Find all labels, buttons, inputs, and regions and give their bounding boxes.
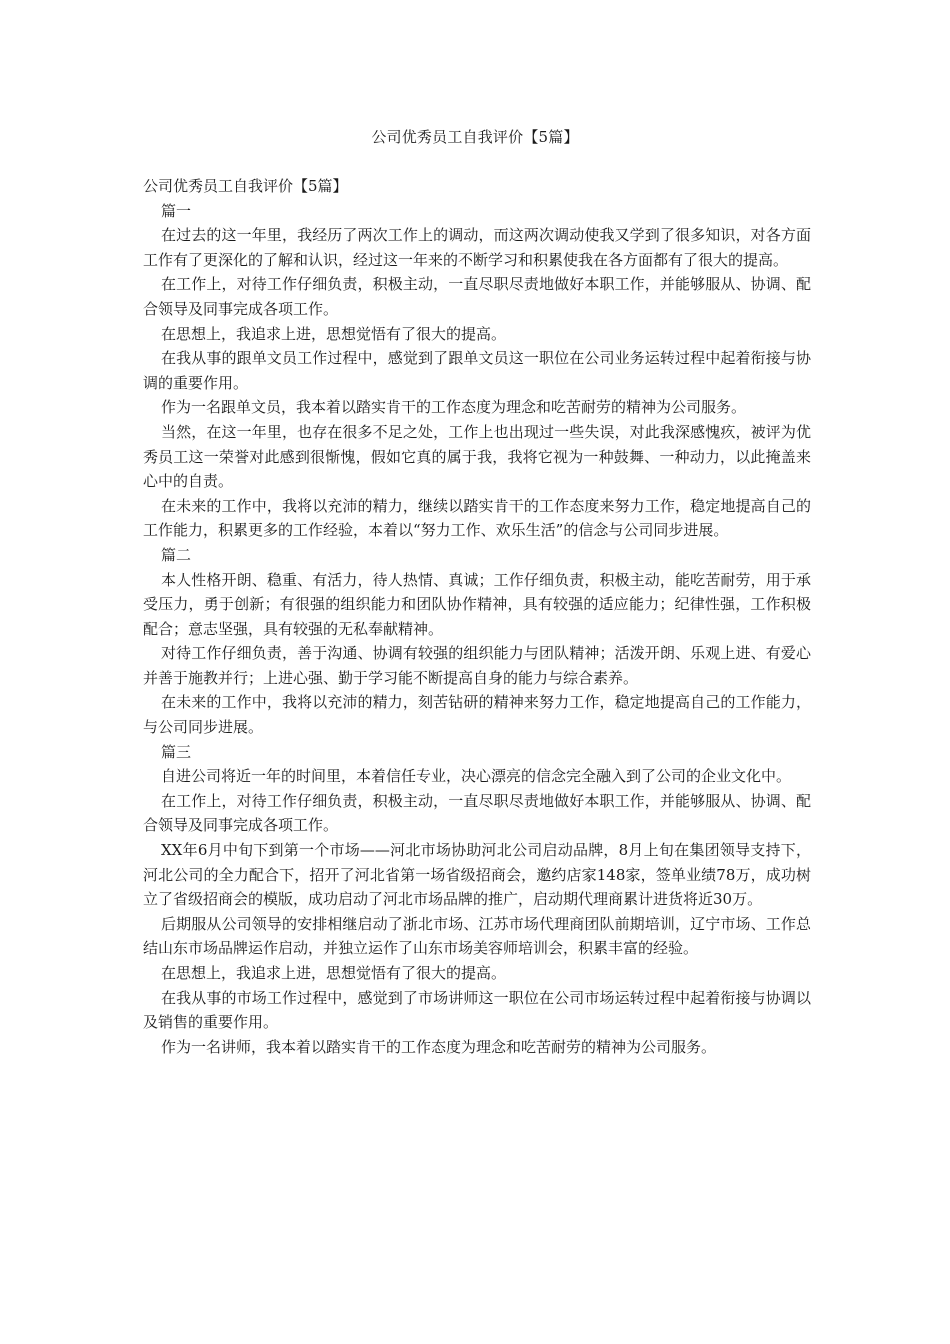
section-heading: 篇一 <box>161 201 192 220</box>
paragraph: 本人性格开朗、稳重、有活力，待人热情、真诚；工作仔细负责，积极主动，能吃苦耐劳，用于承受压力，勇于创新；有很强的组织能力和团队协作精神，具有较强的适应能力；纪律性强，工作积极配合；意志坚强，具有较强的无私奉献精神。 <box>143 570 811 638</box>
paragraph: 后期服从公司领导的安排相继启动了浙北市场、江苏市场代理商团队前期培训，辽宁市场、工作总结山东市场品牌运作启动，并独立运作了山东市场美容师培训会，积累丰富的经验。 <box>143 914 811 958</box>
paragraph: 当然，在这一年里，也存在很多不足之处，工作上也出现过一些失误，对此我深感愧疚，被评为优秀员工这一荣誉对此感到很惭愧，假如它真的属于我，我将它视为一种鼓舞、一种动力，以此掩盖来心中的自责。 <box>143 422 811 491</box>
paragraph: 作为一名跟单文员，我本着以踏实肯干的工作态度为理念和吃苦耐劳的精神为公司服务。 <box>161 398 747 417</box>
document-body <box>143 174 811 1059</box>
paragraph: 在我从事的市场工作过程中，感觉到了市场讲师这一职位在公司市场运转过程中起着衔接与协调以及销售的重要作用。 <box>143 988 811 1032</box>
section-heading: 篇三 <box>161 742 192 761</box>
paragraph: 自进公司将近一年的时间里，本着信任专业，决心漂亮的信念完全融入到了公司的企业文化中。 <box>161 767 792 786</box>
section-heading: 篇二 <box>161 545 192 564</box>
paragraph: XX年6月中旬下到第一个市场——河北市场协助河北公司启动品牌，8月上旬在集团领导支持下，河北公司的全力配合下，招开了河北省第一场省级招商会，邀约店家148家，签单业绩78万，成功树立了省级招商会的模版，成功启动了河北市场品牌的推广，启动期代理商累计进货将近30万。 <box>143 841 811 909</box>
paragraph: 在过去的这一年里，我经历了两次工作上的调动，而这两次调动使我又学到了很多知识，对各方面工作有了更深化的了解和认识，经过这一年来的不断学习和积累使我在各方面都有了很大的提高。 <box>143 226 811 269</box>
paragraph: 在未来的工作中，我将以充沛的精力，继续以踏实肯干的工作态度来努力工作，稳定地提高自己的工作能力，积累更多的工作经验，本着以“努力工作、欢乐生活”的信念与公司同步进展。 <box>143 496 811 540</box>
paragraph: 在思想上，我追求上进，思想觉悟有了很大的提高。 <box>161 324 507 343</box>
paragraph: 作为一名讲师，我本着以踏实肯干的工作态度为理念和吃苦耐劳的精神为公司服务。 <box>161 1037 717 1056</box>
paragraph: 在工作上，对待工作仔细负责，积极主动，一直尽职尽责地做好本职工作，并能够服从、协调、配合领导及同事完成各项工作。 <box>143 791 811 835</box>
paragraph: 在未来的工作中，我将以充沛的精力，刻苦钻研的精神来努力工作，稳定地提高自己的工作能力，与公司同步进展。 <box>143 693 811 737</box>
paragraph: 对待工作仔细负责，善于沟通、协调有较强的组织能力与团队精神；活泼开朗、乐观上进、有爱心并善于施教并行；上进心强、勤于学习能不断提高自身的能力与综合素养。 <box>143 644 811 687</box>
paragraph: 在思想上，我追求上进，思想觉悟有了很大的提高。 <box>161 964 507 982</box>
paragraph: 在工作上，对待工作仔细负责，积极主动，一直尽职尽责地做好本职工作，并能够服从、协调、配合领导及同事完成各项工作。 <box>143 275 811 318</box>
document-subtitle: 公司优秀员工自我评价【5篇】 <box>143 177 348 195</box>
paragraph: 在我从事的跟单文员工作过程中，感觉到了跟单文员这一职位在公司业务运转过程中起着衔接与协调的重要作用。 <box>143 349 811 392</box>
document-title: 公司优秀员工自我评价【5篇】 <box>371 128 579 146</box>
